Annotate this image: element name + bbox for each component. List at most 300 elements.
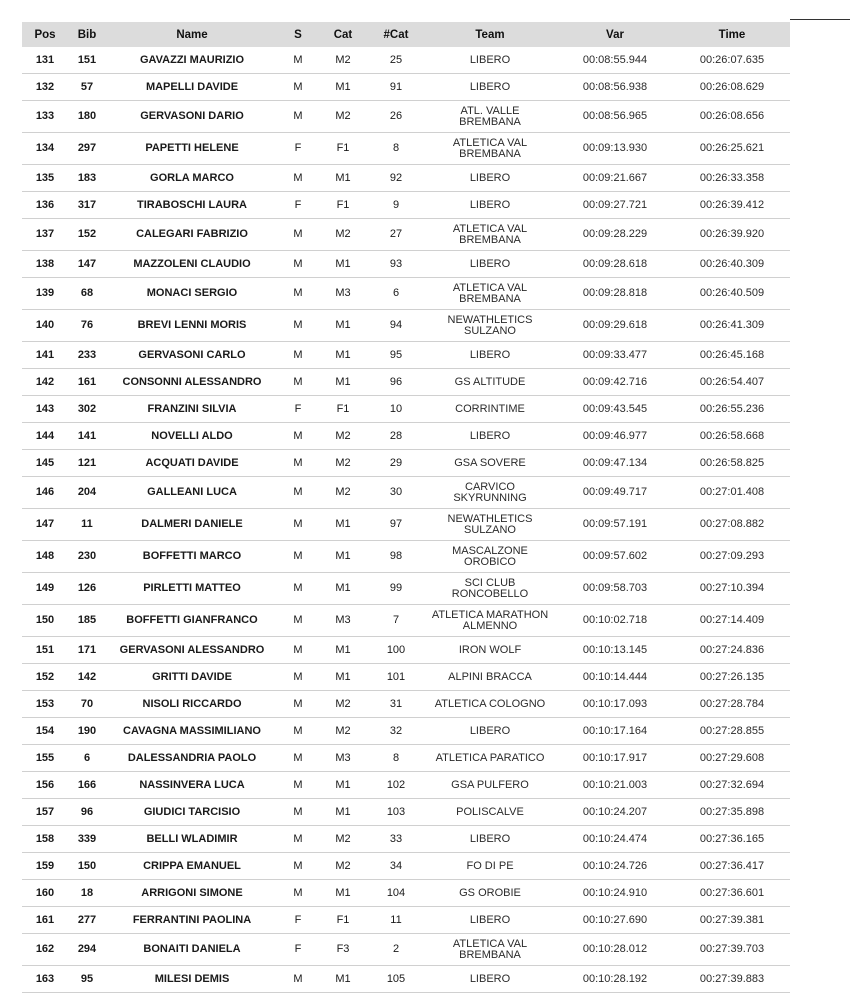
- cell-bib: 70: [68, 691, 106, 718]
- results-body: [22, 47, 790, 993]
- cell-cat-rank: 25: [368, 47, 424, 74]
- table-row: [22, 369, 790, 396]
- cell-cat-rank: 30: [368, 477, 424, 509]
- cell-var: 00:09:28.818: [556, 278, 674, 310]
- cell-var: 00:10:28.192: [556, 966, 674, 993]
- cell-cat-rank: 28: [368, 423, 424, 450]
- cell-team: ATLETICA COLOGNO: [424, 691, 556, 718]
- cell-var: 00:09:43.545: [556, 396, 674, 423]
- cell-pos: 158: [22, 826, 68, 853]
- cell-pos: 161: [22, 907, 68, 934]
- cell-name: MILESI DEMIS: [106, 966, 278, 993]
- cell-team: POLISCALVE: [424, 799, 556, 826]
- cell-sex: M: [278, 509, 318, 541]
- cell-sex: M: [278, 605, 318, 637]
- cell-var: 00:10:24.910: [556, 880, 674, 907]
- cell-sex: M: [278, 799, 318, 826]
- cell-cat-rank: 104: [368, 880, 424, 907]
- cell-bib: 190: [68, 718, 106, 745]
- cell-time: 00:26:39.920: [674, 219, 790, 251]
- table-row: [22, 509, 790, 541]
- cell-team: LIBERO: [424, 826, 556, 853]
- cell-time: 00:27:36.417: [674, 853, 790, 880]
- cell-pos: 159: [22, 853, 68, 880]
- cell-sex: F: [278, 133, 318, 165]
- cell-pos: 150: [22, 605, 68, 637]
- cell-cat-rank: 100: [368, 637, 424, 664]
- cell-team: ATLETICA MARATHON ALMENNO: [424, 605, 556, 637]
- cell-name: CALEGARI FABRIZIO: [106, 219, 278, 251]
- cell-cat: M2: [318, 101, 368, 133]
- cell-var: 00:09:46.977: [556, 423, 674, 450]
- cell-name: DALMERI DANIELE: [106, 509, 278, 541]
- cell-sex: M: [278, 342, 318, 369]
- cell-var: 00:10:13.145: [556, 637, 674, 664]
- cell-cat: M1: [318, 573, 368, 605]
- cell-pos: 139: [22, 278, 68, 310]
- cell-team: CORRINTIME: [424, 396, 556, 423]
- cell-pos: 149: [22, 573, 68, 605]
- cell-bib: 180: [68, 101, 106, 133]
- cell-team: CARVICO SKYRUNNING: [424, 477, 556, 509]
- cell-pos: 140: [22, 310, 68, 342]
- cell-name: FERRANTINI PAOLINA: [106, 907, 278, 934]
- cell-time: 00:26:07.635: [674, 47, 790, 74]
- cell-time: 00:27:36.165: [674, 826, 790, 853]
- table-row: [22, 718, 790, 745]
- cell-var: 00:08:55.944: [556, 47, 674, 74]
- cell-name: ARRIGONI SIMONE: [106, 880, 278, 907]
- cell-cat-rank: 9: [368, 192, 424, 219]
- cell-var: 00:09:33.477: [556, 342, 674, 369]
- cell-bib: 185: [68, 605, 106, 637]
- cell-time: 00:26:41.309: [674, 310, 790, 342]
- cell-pos: 133: [22, 101, 68, 133]
- cell-cat-rank: 6: [368, 278, 424, 310]
- cell-bib: 150: [68, 853, 106, 880]
- cell-time: 00:27:35.898: [674, 799, 790, 826]
- cell-var: 00:10:24.474: [556, 826, 674, 853]
- cell-name: BONAITI DANIELA: [106, 934, 278, 966]
- cell-pos: 157: [22, 799, 68, 826]
- cell-sex: F: [278, 396, 318, 423]
- cell-var: 00:10:17.917: [556, 745, 674, 772]
- header-cat-rank[interactable]: #Cat: [368, 22, 424, 47]
- cell-cat: M1: [318, 165, 368, 192]
- cell-cat-rank: 31: [368, 691, 424, 718]
- cell-team: LIBERO: [424, 251, 556, 278]
- cell-cat: M2: [318, 219, 368, 251]
- cell-team: LIBERO: [424, 907, 556, 934]
- table-row: [22, 101, 790, 133]
- cell-cat-rank: 10: [368, 396, 424, 423]
- cell-time: 00:26:40.309: [674, 251, 790, 278]
- cell-bib: 161: [68, 369, 106, 396]
- cell-cat-rank: 11: [368, 907, 424, 934]
- cell-cat: M2: [318, 853, 368, 880]
- cell-pos: 137: [22, 219, 68, 251]
- cell-time: 00:26:08.629: [674, 74, 790, 101]
- cell-cat-rank: 94: [368, 310, 424, 342]
- cell-cat: F1: [318, 192, 368, 219]
- cell-sex: M: [278, 74, 318, 101]
- cell-cat: M2: [318, 47, 368, 74]
- cell-bib: 11: [68, 509, 106, 541]
- cell-bib: 126: [68, 573, 106, 605]
- cell-sex: M: [278, 219, 318, 251]
- header-bib[interactable]: Bib: [68, 22, 106, 47]
- cell-cat-rank: 101: [368, 664, 424, 691]
- cell-name: MAPELLI DAVIDE: [106, 74, 278, 101]
- cell-time: 00:27:28.855: [674, 718, 790, 745]
- cell-cat-rank: 29: [368, 450, 424, 477]
- cell-name: GERVASONI ALESSANDRO: [106, 637, 278, 664]
- cell-cat-rank: 2: [368, 934, 424, 966]
- cell-cat-rank: 34: [368, 853, 424, 880]
- cell-sex: M: [278, 745, 318, 772]
- cell-bib: 297: [68, 133, 106, 165]
- cell-var: 00:09:29.618: [556, 310, 674, 342]
- cell-team: IRON WOLF: [424, 637, 556, 664]
- cell-bib: 166: [68, 772, 106, 799]
- header-name[interactable]: Name: [106, 22, 278, 47]
- cell-team: ALPINI BRACCA: [424, 664, 556, 691]
- cell-pos: 151: [22, 637, 68, 664]
- cell-cat-rank: 93: [368, 251, 424, 278]
- cell-sex: M: [278, 47, 318, 74]
- cell-name: GORLA MARCO: [106, 165, 278, 192]
- cell-pos: 146: [22, 477, 68, 509]
- table-row: [22, 278, 790, 310]
- cell-time: 00:26:25.621: [674, 133, 790, 165]
- cell-time: 00:27:39.381: [674, 907, 790, 934]
- cell-var: 00:10:02.718: [556, 605, 674, 637]
- cell-name: PAPETTI HELENE: [106, 133, 278, 165]
- cell-pos: 147: [22, 509, 68, 541]
- cell-sex: F: [278, 934, 318, 966]
- cell-pos: 154: [22, 718, 68, 745]
- cell-pos: 152: [22, 664, 68, 691]
- cell-name: GALLEANI LUCA: [106, 477, 278, 509]
- cell-name: GRITTI DAVIDE: [106, 664, 278, 691]
- cell-pos: 162: [22, 934, 68, 966]
- table-row: [22, 133, 790, 165]
- cell-var: 00:09:42.716: [556, 369, 674, 396]
- cell-pos: 143: [22, 396, 68, 423]
- cell-sex: M: [278, 718, 318, 745]
- cell-cat-rank: 27: [368, 219, 424, 251]
- cell-name: TIRABOSCHI LAURA: [106, 192, 278, 219]
- cell-cat-rank: 96: [368, 369, 424, 396]
- cell-pos: 142: [22, 369, 68, 396]
- cell-team: ATL. VALLE BREMBANA: [424, 101, 556, 133]
- cell-cat-rank: 102: [368, 772, 424, 799]
- cell-pos: 141: [22, 342, 68, 369]
- table-row: [22, 74, 790, 101]
- header-var[interactable]: Var: [556, 22, 674, 47]
- cell-cat: M1: [318, 966, 368, 993]
- cell-cat: F1: [318, 396, 368, 423]
- table-row: [22, 423, 790, 450]
- cell-bib: 68: [68, 278, 106, 310]
- header-team[interactable]: Team: [424, 22, 556, 47]
- cell-sex: M: [278, 251, 318, 278]
- cell-pos: 148: [22, 541, 68, 573]
- cell-pos: 145: [22, 450, 68, 477]
- table-row: [22, 826, 790, 853]
- table-row: [22, 664, 790, 691]
- cell-time: 00:26:39.412: [674, 192, 790, 219]
- cell-bib: 294: [68, 934, 106, 966]
- cell-team: ATLETICA VAL BREMBANA: [424, 219, 556, 251]
- cell-bib: 204: [68, 477, 106, 509]
- cell-time: 00:26:40.509: [674, 278, 790, 310]
- cell-team: GSA PULFERO: [424, 772, 556, 799]
- cell-var: 00:10:14.444: [556, 664, 674, 691]
- cell-var: 00:10:27.690: [556, 907, 674, 934]
- table-row: [22, 541, 790, 573]
- cell-cat: M1: [318, 74, 368, 101]
- cell-sex: M: [278, 880, 318, 907]
- cell-team: GS ALTITUDE: [424, 369, 556, 396]
- cell-bib: 121: [68, 450, 106, 477]
- cell-name: GAVAZZI MAURIZIO: [106, 47, 278, 74]
- cell-team: FO DI PE: [424, 853, 556, 880]
- cell-team: ATLETICA VAL BREMBANA: [424, 133, 556, 165]
- header-sex[interactable]: S: [278, 22, 318, 47]
- cell-var: 00:09:47.134: [556, 450, 674, 477]
- cell-cat: M1: [318, 310, 368, 342]
- table-row: [22, 745, 790, 772]
- cell-bib: 317: [68, 192, 106, 219]
- cell-name: NOVELLI ALDO: [106, 423, 278, 450]
- cell-team: LIBERO: [424, 423, 556, 450]
- cell-team: LIBERO: [424, 47, 556, 74]
- cell-var: 00:09:13.930: [556, 133, 674, 165]
- cell-pos: 138: [22, 251, 68, 278]
- cell-cat-rank: 32: [368, 718, 424, 745]
- table-row: [22, 605, 790, 637]
- cell-sex: F: [278, 907, 318, 934]
- cell-pos: 131: [22, 47, 68, 74]
- cell-sex: M: [278, 450, 318, 477]
- cell-bib: 95: [68, 966, 106, 993]
- table-row: [22, 772, 790, 799]
- table-row: [22, 880, 790, 907]
- cell-time: 00:26:08.656: [674, 101, 790, 133]
- cell-cat: F1: [318, 133, 368, 165]
- cell-bib: 147: [68, 251, 106, 278]
- cell-name: NISOLI RICCARDO: [106, 691, 278, 718]
- cell-sex: M: [278, 278, 318, 310]
- cell-cat: M3: [318, 745, 368, 772]
- table-row: [22, 477, 790, 509]
- table-row: [22, 192, 790, 219]
- cell-sex: M: [278, 165, 318, 192]
- cell-name: DALESSANDRIA PAOLO: [106, 745, 278, 772]
- cell-time: 00:27:39.703: [674, 934, 790, 966]
- cell-team: ATLETICA PARATICO: [424, 745, 556, 772]
- cell-name: MONACI SERGIO: [106, 278, 278, 310]
- cell-time: 00:27:14.409: [674, 605, 790, 637]
- header-pos[interactable]: Pos: [22, 22, 68, 47]
- cell-sex: M: [278, 637, 318, 664]
- cell-sex: M: [278, 826, 318, 853]
- cell-sex: M: [278, 664, 318, 691]
- cell-team: NEWATHLETICS SULZANO: [424, 310, 556, 342]
- cell-cat-rank: 26: [368, 101, 424, 133]
- table-row: [22, 310, 790, 342]
- cell-sex: M: [278, 477, 318, 509]
- cell-sex: M: [278, 966, 318, 993]
- cell-cat: F1: [318, 907, 368, 934]
- cell-name: BREVI LENNI MORIS: [106, 310, 278, 342]
- cell-sex: M: [278, 423, 318, 450]
- cell-cat-rank: 33: [368, 826, 424, 853]
- cell-name: FRANZINI SILVIA: [106, 396, 278, 423]
- cell-time: 00:27:36.601: [674, 880, 790, 907]
- cell-var: 00:10:21.003: [556, 772, 674, 799]
- cell-cat: M1: [318, 509, 368, 541]
- cell-cat: M1: [318, 799, 368, 826]
- cell-pos: 144: [22, 423, 68, 450]
- cell-pos: 153: [22, 691, 68, 718]
- cell-cat-rank: 99: [368, 573, 424, 605]
- table-row: [22, 450, 790, 477]
- table-row: [22, 396, 790, 423]
- cell-team: NEWATHLETICS SULZANO: [424, 509, 556, 541]
- cell-var: 00:10:28.012: [556, 934, 674, 966]
- cell-bib: 57: [68, 74, 106, 101]
- cell-cat: M3: [318, 605, 368, 637]
- cell-time: 00:27:08.882: [674, 509, 790, 541]
- cell-time: 00:27:32.694: [674, 772, 790, 799]
- cell-sex: M: [278, 369, 318, 396]
- cell-bib: 152: [68, 219, 106, 251]
- cell-cat-rank: 92: [368, 165, 424, 192]
- table-row: [22, 251, 790, 278]
- table-row: [22, 47, 790, 74]
- cell-time: 00:26:58.668: [674, 423, 790, 450]
- cell-pos: 163: [22, 966, 68, 993]
- cell-cat: M1: [318, 772, 368, 799]
- cell-team: GSA SOVERE: [424, 450, 556, 477]
- cell-bib: 233: [68, 342, 106, 369]
- cell-cat: M3: [318, 278, 368, 310]
- cell-time: 00:27:29.608: [674, 745, 790, 772]
- cell-cat: M1: [318, 637, 368, 664]
- cell-var: 00:09:58.703: [556, 573, 674, 605]
- cell-name: ACQUATI DAVIDE: [106, 450, 278, 477]
- cell-time: 00:27:26.135: [674, 664, 790, 691]
- cell-cat: F3: [318, 934, 368, 966]
- cell-cat: M1: [318, 664, 368, 691]
- cell-cat-rank: 98: [368, 541, 424, 573]
- cell-pos: 135: [22, 165, 68, 192]
- cell-cat: M2: [318, 423, 368, 450]
- cell-cat: M1: [318, 369, 368, 396]
- cell-var: 00:08:56.938: [556, 74, 674, 101]
- table-header-row: [22, 22, 790, 47]
- cell-team: LIBERO: [424, 192, 556, 219]
- cell-bib: 183: [68, 165, 106, 192]
- cell-cat: M2: [318, 691, 368, 718]
- cell-time: 00:27:10.394: [674, 573, 790, 605]
- cell-bib: 6: [68, 745, 106, 772]
- cell-bib: 18: [68, 880, 106, 907]
- cell-cat-rank: 95: [368, 342, 424, 369]
- cell-bib: 142: [68, 664, 106, 691]
- table-row: [22, 573, 790, 605]
- cell-time: 00:26:55.236: [674, 396, 790, 423]
- cell-pos: 160: [22, 880, 68, 907]
- cell-team: ATLETICA VAL BREMBANA: [424, 934, 556, 966]
- cell-bib: 151: [68, 47, 106, 74]
- cell-cat-rank: 105: [368, 966, 424, 993]
- header-cat[interactable]: Cat: [318, 22, 368, 47]
- cell-var: 00:10:17.164: [556, 718, 674, 745]
- cell-time: 00:26:33.358: [674, 165, 790, 192]
- table-row: [22, 342, 790, 369]
- cell-bib: 76: [68, 310, 106, 342]
- cell-var: 00:09:57.602: [556, 541, 674, 573]
- cell-pos: 132: [22, 74, 68, 101]
- cell-name: BELLI WLADIMIR: [106, 826, 278, 853]
- cell-pos: 134: [22, 133, 68, 165]
- cell-var: 00:10:24.726: [556, 853, 674, 880]
- results-table: [22, 22, 790, 993]
- table-row: [22, 799, 790, 826]
- cell-var: 00:09:49.717: [556, 477, 674, 509]
- cell-cat: M2: [318, 718, 368, 745]
- cell-name: PIRLETTI MATTEO: [106, 573, 278, 605]
- cell-bib: 171: [68, 637, 106, 664]
- cell-time: 00:26:58.825: [674, 450, 790, 477]
- table-row: [22, 934, 790, 966]
- cell-team: MASCALZONE OROBICO: [424, 541, 556, 573]
- cell-cat: M2: [318, 826, 368, 853]
- cell-sex: M: [278, 573, 318, 605]
- cell-team: LIBERO: [424, 165, 556, 192]
- cell-sex: M: [278, 101, 318, 133]
- cell-name: MAZZOLENI CLAUDIO: [106, 251, 278, 278]
- cell-name: NASSINVERA LUCA: [106, 772, 278, 799]
- cell-name: GIUDICI TARCISIO: [106, 799, 278, 826]
- cell-team: LIBERO: [424, 966, 556, 993]
- cell-cat-rank: 91: [368, 74, 424, 101]
- cell-cat: M1: [318, 342, 368, 369]
- cell-bib: 302: [68, 396, 106, 423]
- cell-cat: M1: [318, 880, 368, 907]
- cell-team: SCI CLUB RONCOBELLO: [424, 573, 556, 605]
- cell-sex: M: [278, 772, 318, 799]
- cell-name: CRIPPA EMANUEL: [106, 853, 278, 880]
- cell-pos: 155: [22, 745, 68, 772]
- cell-pos: 136: [22, 192, 68, 219]
- cell-bib: 141: [68, 423, 106, 450]
- cell-var: 00:08:56.965: [556, 101, 674, 133]
- header-time[interactable]: Time: [674, 22, 790, 47]
- table-row: [22, 637, 790, 664]
- cell-sex: M: [278, 310, 318, 342]
- table-row: [22, 853, 790, 880]
- cell-team: LIBERO: [424, 74, 556, 101]
- cell-team: ATLETICA VAL BREMBANA: [424, 278, 556, 310]
- cell-bib: 339: [68, 826, 106, 853]
- cell-name: GERVASONI DARIO: [106, 101, 278, 133]
- cell-cat-rank: 7: [368, 605, 424, 637]
- cell-time: 00:26:54.407: [674, 369, 790, 396]
